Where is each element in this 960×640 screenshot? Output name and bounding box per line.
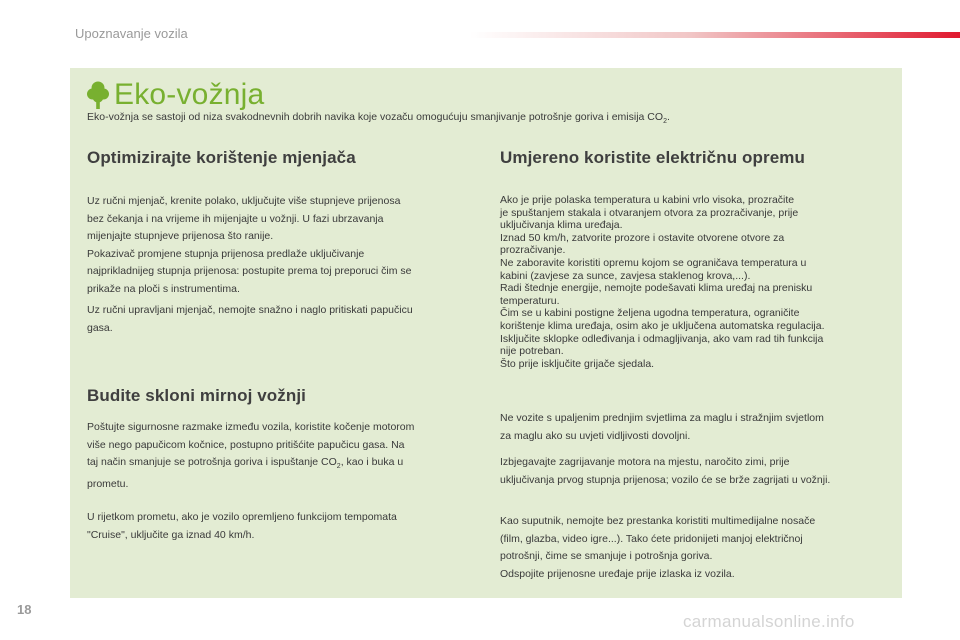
electrical-heading: Umjereno koristite električnu opremu: [500, 148, 805, 167]
right-column: [500, 148, 895, 168]
smooth-driving-heading: Budite skloni mirnoj vožnji: [87, 386, 306, 405]
header-title: Upoznavanje vozila: [75, 26, 188, 41]
smooth-driving-paragraph-2: U rijetkom prometu, ako je vozilo opremljeno funkcijom tempomata "Cruise", uključite ga iznad 40 km/h.: [87, 511, 397, 541]
watermark: carmanualsonline.info: [683, 612, 855, 631]
section-title-row: [86, 78, 264, 112]
smooth-driving-section: [87, 386, 306, 406]
electrical-paragraph-3: Izbjegavajte zagrijavanje motora na mjestu, naročito zimi, prije uključivanja prvog stupnja prijenosa; vozilo će se brže zagrijati u vožnji.: [500, 456, 831, 486]
left-column: [87, 148, 482, 168]
header-divider: [470, 32, 960, 38]
electrical-paragraph-2: Ne vozite s upaljenim prednjim svjetlima za maglu i stražnjim svjetlom za maglu ako su uvjeti vidljivosti dovoljni.: [500, 412, 824, 442]
electrical-paragraph-1: Ako je prije polaska temperatura u kabini vrlo visoka, prozračite je spuštanjem stakala i otvaranjem otvora za prozračivanje, prije uključivanja klima uređaja. Iznad 50 km/h, zatvorite prozore i ostavite otvorene otvore za prozračivanje. Ne zaboravite koristiti opremu kojom se ograničava temperatura u kabini (zavjese za sunce, zavjesa staklenog krova,...). Radi štednje energije, nemojte podešavati klima uređaj na prenisku temperaturu. Čim se u kabini postigne željena ugodna temperatura, ograničite korištenje klima uređaja, osim ako je uključena automatska regulacija. Isključite sklopke odleđivanja i odmagljivanja, ako vam rad tih funkcija nije potreban. Što prije isključite grijače sjedala.: [500, 194, 825, 370]
tree-icon: [86, 80, 110, 110]
smooth-driving-paragraph-1: Poštujte sigurnosne razmake između vozila, koristite kočenje motorom više nego papučicom kočnice, postupno pritišćite papučicu gasa. Na taj način smanjuje se potrošnja goriva i ispuštanje $CO_2$, kao i buka u prometu.: [87, 421, 415, 490]
section-title: Eko-vožnja: [114, 78, 265, 111]
section-intro: Eko-vožnja se sastoji od niza svakodnevnih dobrih navika koje vozaču omogućuju smanjivanje potrošnje goriva i emisija $CO_2$.: [87, 111, 670, 126]
gearbox-paragraph-2: Uz ručni upravljani mjenjač, nemojte snažno i naglo pritiskati papučicu gasa.: [87, 304, 413, 334]
electrical-paragraph-4: Kao suputnik, nemojte bez prestanka koristiti multimedijalne nosače (film, glazba, video igre...). Tako ćete pridonijeti manjoj električnoj potrošnji, čime se smanjuje i potrošnja goriva. Odspojite prijenosne uređaje prije izlaska iz vozila.: [500, 515, 816, 580]
page-number: 18: [17, 602, 32, 617]
gearbox-paragraph-1: Uz ručni mjenjač, krenite polako, uključujte više stupnjeve prijenosa bez čekanja i na vrijeme ih mijenjajte u vožnji. U fazi ubrzavanja mijenjajte stupnjeve prijenosa što ranije. Pokazivač promjene stupnja prijenosa predlaže uključivanje najprikladnijeg stupnja prijenosa: postupite prema toj preporuci čim se prikaže na ploči s instrumentima.: [87, 195, 412, 295]
gearbox-heading: Optimizirajte korištenje mjenjača: [87, 148, 356, 167]
